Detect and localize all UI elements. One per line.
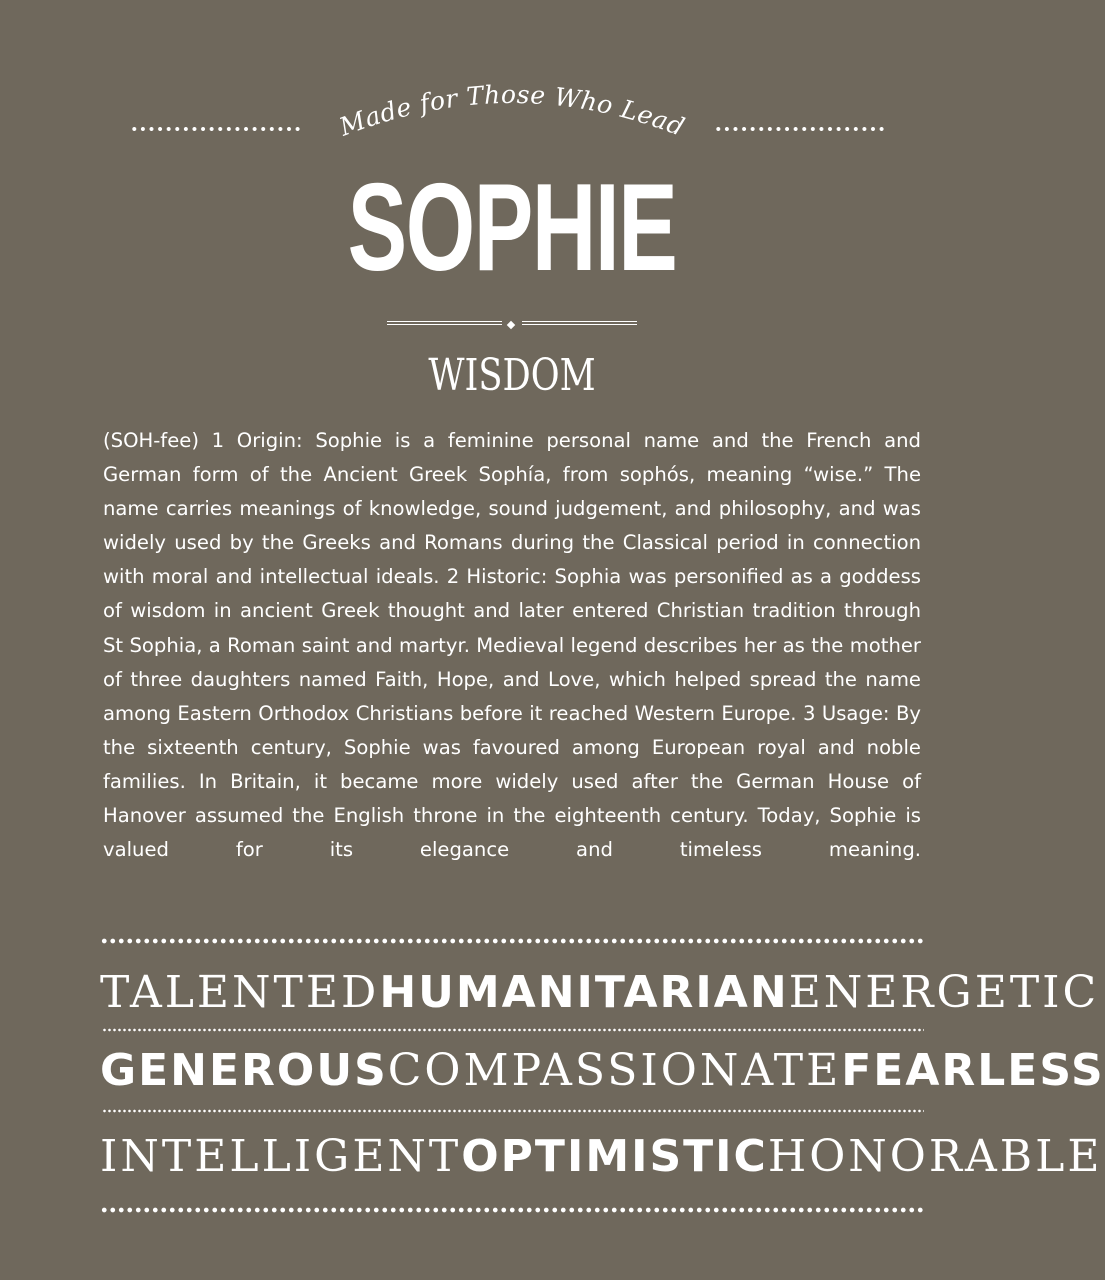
trait-row-3: [100, 1129, 1103, 1185]
divider-dots-1: [102, 1028, 924, 1032]
name-meaning: WISDOM: [428, 350, 596, 401]
tagline-dots-right: [714, 126, 886, 132]
ornament-line-right: [522, 321, 637, 325]
divider-dots-2: [102, 1109, 924, 1113]
trait-word: COMPASSIONATE: [387, 1045, 842, 1096]
trait-word: ENERGETIC: [788, 967, 1100, 1018]
divider-dots-top: [100, 937, 926, 945]
trait-word: OPTIMISTIC: [461, 1131, 768, 1182]
name-description: (SOH-fee) 1 Origin: Sophie is a feminine personal name and the French and German form of the Ancient Greek Sophía, from sophós, meaning “wise.” The name carries meanings of knowledge, sound judgement, and philosophy, and was widely used by the Greeks and Romans during the Classical period in connection with moral and intellectual ideals. 2 Historic: Sophia was personified as a goddess of wisdom in ancient Greek thought and later entered Christian tradition through St Sophia, a Roman saint and martyr. Medieval legend describes her as the mother of three daughters named Faith, Hope, and Love, which helped spread the name among Eastern Orthodox Christians before it reached Western Europe. 3 Usage: By the sixteenth century, Sophie was favoured among European royal and noble families. In Britain, it became more widely used after the German House of Hanover assumed the English throne in the eighteenth century. Today, Sophie is valued for its elegance and timeless meaning.: [103, 429, 921, 862]
tagline-arc: [330, 78, 694, 148]
svg-text:Made for Those Who Lead: [335, 80, 689, 142]
tagline-dots-left: [130, 126, 300, 132]
trait-word: FEARLESS: [841, 1045, 1105, 1096]
trait-row-1: [100, 965, 1100, 1021]
trait-word: INTELLIGENT: [100, 1131, 462, 1182]
tagline-text: Made for Those Who Lead: [335, 79, 689, 142]
trait-word: GENEROUS: [100, 1045, 388, 1096]
ornament-line-left: [387, 321, 502, 325]
trait-word: TALENTED: [100, 967, 380, 1018]
divider-dots-bottom: [100, 1206, 926, 1214]
ornament-diamond-icon: [507, 321, 515, 329]
trait-word: HONORABLE: [767, 1131, 1103, 1182]
name-title: SOPHIE: [347, 159, 677, 297]
trait-row-2: [100, 1043, 1105, 1099]
trait-word: HUMANITARIAN: [379, 967, 789, 1018]
tagline: [330, 78, 694, 148]
